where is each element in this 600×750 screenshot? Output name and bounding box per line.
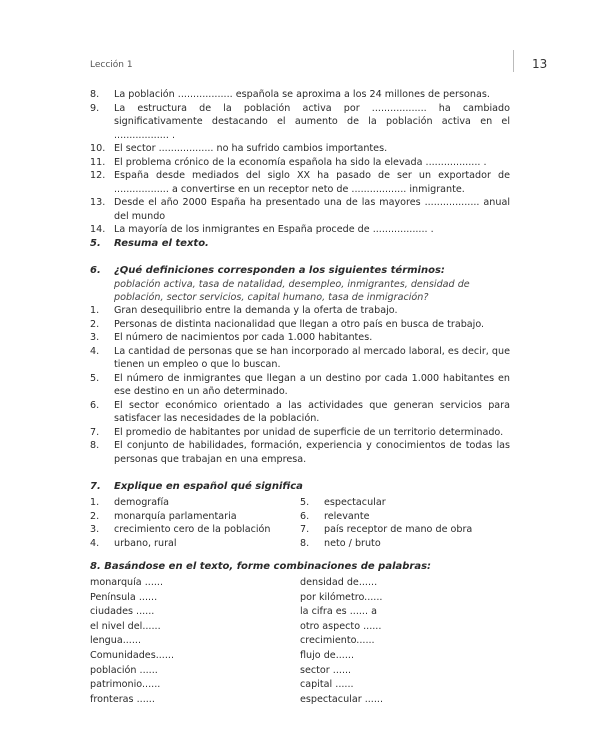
left-column [90,576,300,707]
section-5 [90,237,510,251]
list-item [90,156,510,170]
item-number: 3. [90,524,100,535]
list-item [90,196,510,223]
item-text: La población .................. española se aproxima a los 24 millones de personas. [114,89,490,100]
item-text: La mayoría de los inmigrantes en España procede de .................. . [114,224,434,235]
item-text: El sector .................. no ha sufrido cambios importantes. [114,143,388,154]
list-item: otro aspecto ...... [300,620,382,632]
item-number: 6. [90,399,100,411]
list-item [90,510,300,524]
list-item [90,102,510,143]
item-number: 6. [300,510,310,522]
item-number: 2. [90,510,100,522]
item-number: 11. [90,156,106,168]
list-item [90,318,510,332]
right-column [300,496,510,550]
item-number: 14. [90,224,106,235]
item-text: El problema crónico de la economía española ha sido la elevada .................. . [114,156,487,168]
list-item: Península ...... [90,591,158,603]
list-item: densidad de...... [300,577,378,588]
item-text: La cantidad de personas que se han incorporado al mercado laboral, es decir, que tienen un empleo o que lo buscan. [114,345,510,370]
list-item [90,223,510,237]
item-number: 12. [90,170,106,181]
list-item [90,537,300,551]
section-6 [90,264,510,466]
list-item [300,537,510,551]
list-item [90,345,510,372]
item-number: 10. [90,143,106,154]
section-title: 8. Basándose en el texto, forme combinaciones de palabras: [90,561,432,572]
list-item [300,496,510,510]
list-item: flujo de...... [300,649,354,661]
list-item [90,372,510,399]
section-number: 5. [90,238,101,249]
list-item: por kilómetro...... [300,591,383,603]
list-item: capital ...... [300,679,354,691]
section-number: 6. [90,265,101,276]
list-item [90,496,300,510]
list-item [90,426,510,440]
item-text: Gran desequilibrio entre la demanda y la oferta de trabajo. [114,305,398,316]
terms-list: población activa, tasa de natalidad, desempleo, inmigrantes, densidad de población, sector servicios, capital humano, tasa de inmigración? [114,279,470,303]
fill-in-exercise [90,88,510,237]
list-item [90,331,510,345]
item-number: 3. [90,332,100,343]
list-item: Comunidades...... [90,649,174,661]
list-item: sector ...... [300,664,352,676]
left-column [90,496,300,550]
item-text: El conjunto de habilidades, formación, experiencia y conocimientos de todas las personas que trabajan en una empresa. [114,440,510,465]
item-number: 8. [90,440,100,451]
section-title: Explique en español qué significa [114,481,303,492]
list-item [90,88,510,102]
page-number: 13 [532,57,548,71]
list-item: fronteras ...... [90,693,155,705]
item-number: 9. [90,102,100,114]
item-text: demografía [114,497,170,508]
item-number: 5. [300,497,310,508]
list-item [90,439,510,466]
right-column [300,576,510,707]
item-text: Desde el año 2000 España ha presentado una de las mayores .................. anual del mundo [114,197,510,222]
item-number: 1. [90,497,100,508]
item-text: El sector económico orientado a las actividades que generan servicios para satisfacer las necesidades de la población. [114,399,510,424]
item-number: 1. [90,305,100,316]
list-item: la cifra es ...... a [300,606,377,618]
item-text: espectacular [324,497,386,508]
list-item: el nivel del...... [90,620,161,632]
list-item [90,169,510,196]
item-number: 7. [300,524,310,535]
item-number: 13. [90,197,106,208]
section-8 [90,560,510,707]
list-item: monarquía ...... [90,577,164,588]
item-number: 7. [90,426,100,438]
section-7 [90,480,510,550]
item-number: 5. [90,372,100,384]
item-number: 8. [90,89,100,100]
item-text: El número de nacimientos por cada 1.000 habitantes. [114,332,373,343]
list-item: patrimonio...... [90,679,161,691]
section-number: 7. [90,481,101,492]
item-text: urbano, rural [114,537,177,549]
list-item [90,304,510,318]
item-number: 4. [90,345,100,357]
list-item [90,523,300,537]
item-text: La estructura de la población activa por .................. ha cambiado significativamente destacando el aumento de la población activa en el .................. . [114,102,510,141]
list-item: ciudades ...... [90,606,155,618]
list-item [300,510,510,524]
item-text: monarquía parlamentaria [114,510,237,522]
item-text: neto / bruto [324,537,381,549]
item-text: El promedio de habitantes por unidad de superficie de un territorio determinado. [114,426,504,438]
header-divider [513,50,514,72]
list-item [300,523,510,537]
item-text: crecimiento cero de la población [114,524,271,535]
list-item: crecimiento...... [300,635,375,647]
list-item [90,142,510,156]
item-text: país receptor de mano de obra [324,524,473,535]
item-text: El número de inmigrantes que llegan a un destino por cada 1.000 habitantes en ese destino en un año determinado. [114,372,510,397]
list-item: población ...... [90,664,158,676]
section-title: Resuma el texto. [114,238,209,249]
list-item [90,399,510,426]
list-item: espectacular ...... [300,693,383,705]
item-number: 4. [90,537,100,549]
list-item: lengua...... [90,635,141,647]
item-text: relevante [324,510,370,522]
item-text: Personas de distinta nacionalidad que llegan a otro país en busca de trabajo. [114,318,485,330]
section-title: ¿Qué definiciones corresponden a los siguientes términos: [114,265,445,276]
item-text: España desde mediados del siglo XX ha pasado de ser un exportador de .................. a convertirse en un receptor neto de .................. inmigrante. [114,170,510,195]
lesson-header: Lección 1 [90,60,133,70]
item-number: 2. [90,318,100,330]
item-number: 8. [300,537,310,549]
